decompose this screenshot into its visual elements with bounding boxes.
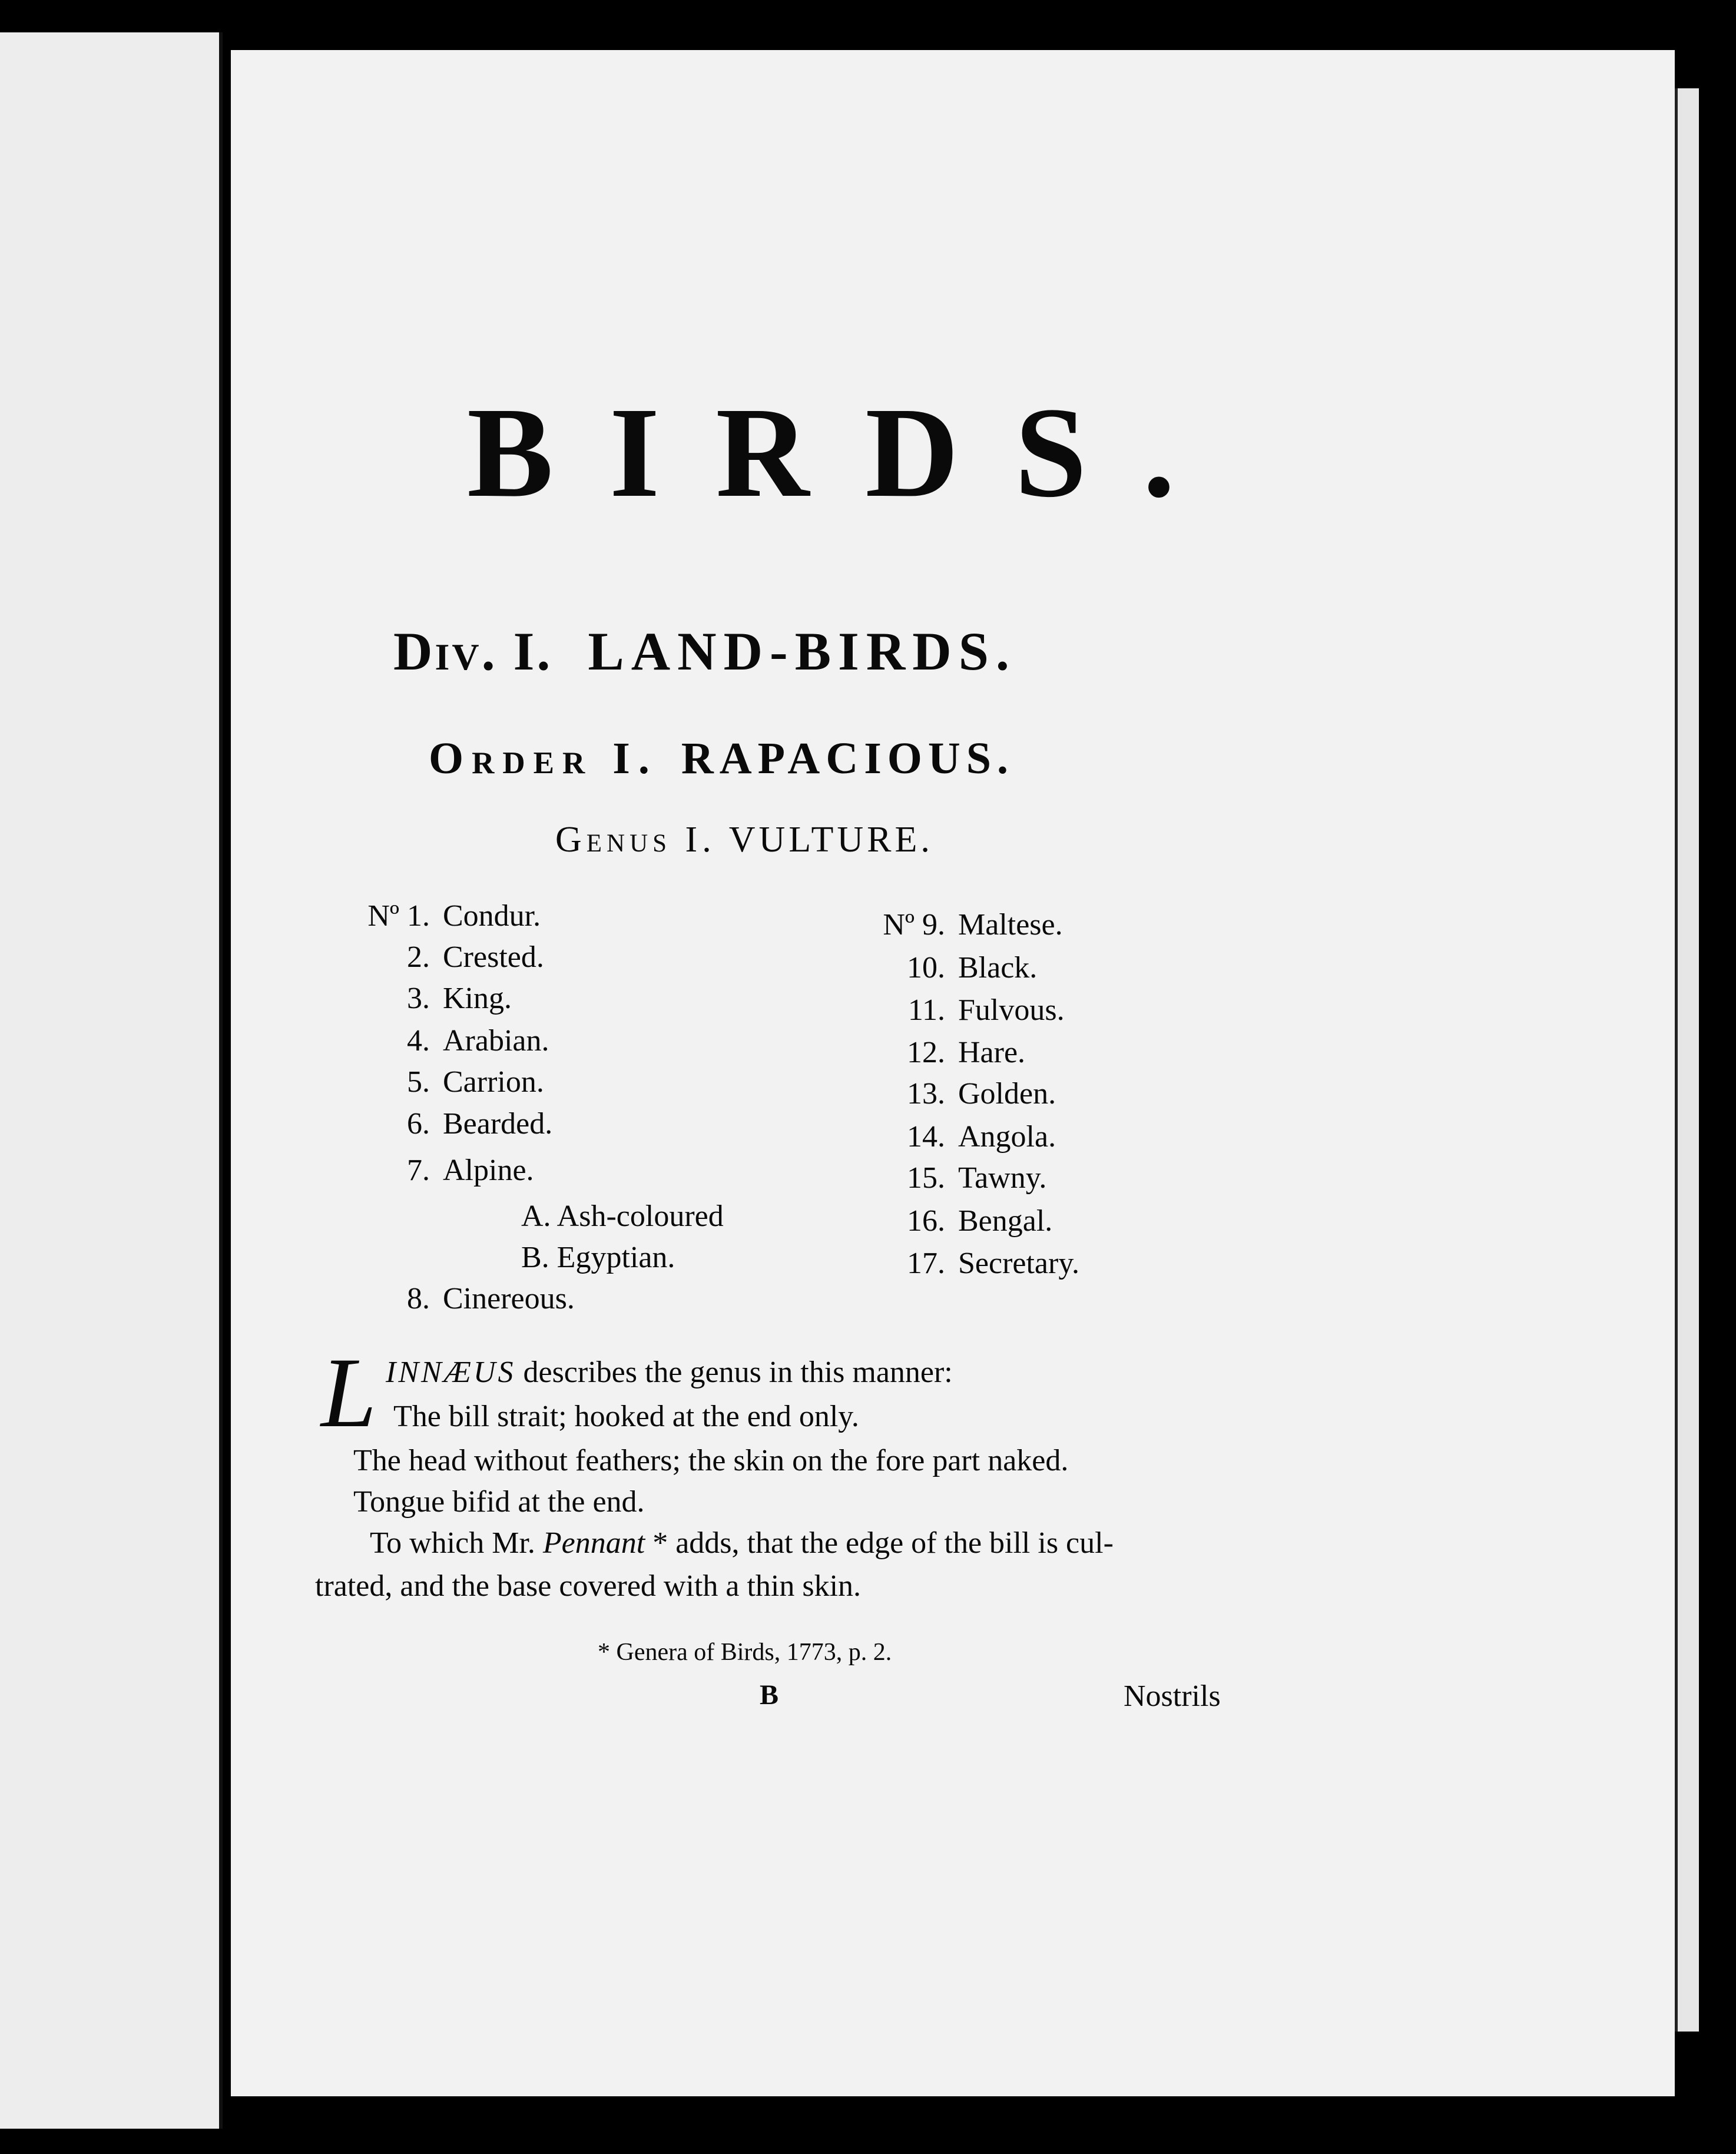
species-number: 16. [907,1204,945,1238]
footnote: * Genera of Birds, 1773, p. 2. [598,1639,892,1666]
page-edge [1675,88,1699,2032]
species-number: 5. [407,1065,430,1099]
drop-cap: L [321,1337,377,1448]
species-name: King. [443,982,512,1015]
species-item [860,1163,1046,1194]
species-item [860,1079,1056,1109]
species-item [860,1122,1056,1152]
description-line-6: trated, and the base covered with a thin skin. [315,1569,862,1603]
species-name: Secretary. [958,1247,1079,1280]
species-number: 12. [907,1036,945,1069]
species-number: 10. [907,951,945,985]
variety-item: A. Ash-coloured [521,1199,724,1233]
species-name: Maltese. [958,908,1063,942]
species-number: 17. [907,1247,945,1280]
description-line-4: Tongue bifid at the end. [353,1485,645,1519]
species-item [860,910,1063,940]
species-item [860,1206,1052,1237]
species-number: 15. [907,1161,945,1195]
species-number: 8. [407,1282,430,1315]
signature-mark: B [760,1679,779,1711]
species-number: 6. [407,1107,430,1141]
species-name: Bengal. [958,1204,1053,1238]
species-number: Nº 1. [367,899,430,933]
order-label: Order I. [429,734,658,783]
species-number: 3. [407,982,430,1015]
species-number: 14. [907,1120,945,1154]
species-item [347,1109,552,1139]
species-name: Crested. [443,940,544,974]
species-name: Carrion. [443,1065,544,1099]
division-heading [393,621,1016,681]
species-item [347,942,544,973]
species-item [860,1038,1025,1068]
species-number: Nº 9. [883,908,945,942]
description-line-2: The bill strait; hooked at the end only. [393,1400,859,1433]
page-title: BIRDS. [467,380,1231,524]
species-item [860,953,1037,983]
catchword: Nostrils [1124,1679,1221,1713]
species-name: Tawny. [958,1161,1047,1195]
description-text: To which Mr. [370,1526,543,1560]
species-name: Golden. [958,1077,1056,1111]
left-page [0,32,223,2129]
species-name: Angola. [958,1120,1056,1154]
species-number: 11. [907,993,945,1027]
order-name: RAPACIOUS. [681,734,1015,783]
genus-label: Genus I. [555,820,716,860]
variety-item: B. Egyptian. [521,1241,675,1274]
division-label: Div. I. [393,621,553,681]
genus-heading [555,821,933,858]
species-name: Arabian. [443,1024,549,1058]
species-item [347,1067,544,1098]
species-item [347,983,512,1014]
species-item [347,901,541,932]
species-name: Black. [958,951,1038,985]
description-line-1 [386,1357,953,1388]
description-text: describes the genus in this manner: [515,1356,953,1389]
species-item [860,1248,1079,1279]
species-item [347,1155,534,1186]
species-name: Cinereous. [443,1282,575,1315]
species-item [860,995,1065,1026]
species-name: Bearded. [443,1107,553,1141]
description-line-3: The head without feathers; the skin on the fore part naked. [353,1444,1069,1477]
author-name: INNÆUS [386,1356,516,1389]
order-heading [429,736,1014,781]
species-name: Condur. [443,899,541,933]
species-number: 4. [407,1024,430,1058]
genus-name: VULTURE. [728,820,933,860]
description-text: * adds, that the edge of the bill is cul- [645,1526,1114,1560]
species-number: 7. [407,1154,430,1187]
pennant-name: Pennant [542,1526,645,1560]
species-number: 13. [907,1077,945,1111]
species-name: Hare. [958,1036,1026,1069]
species-item [347,1284,575,1314]
species-number: 2. [407,940,430,974]
description-line-5 [370,1528,1114,1559]
species-name: Alpine. [443,1154,534,1187]
species-name: Fulvous. [958,993,1065,1027]
species-item [347,1026,549,1056]
division-name: LAND-BIRDS. [588,621,1016,681]
